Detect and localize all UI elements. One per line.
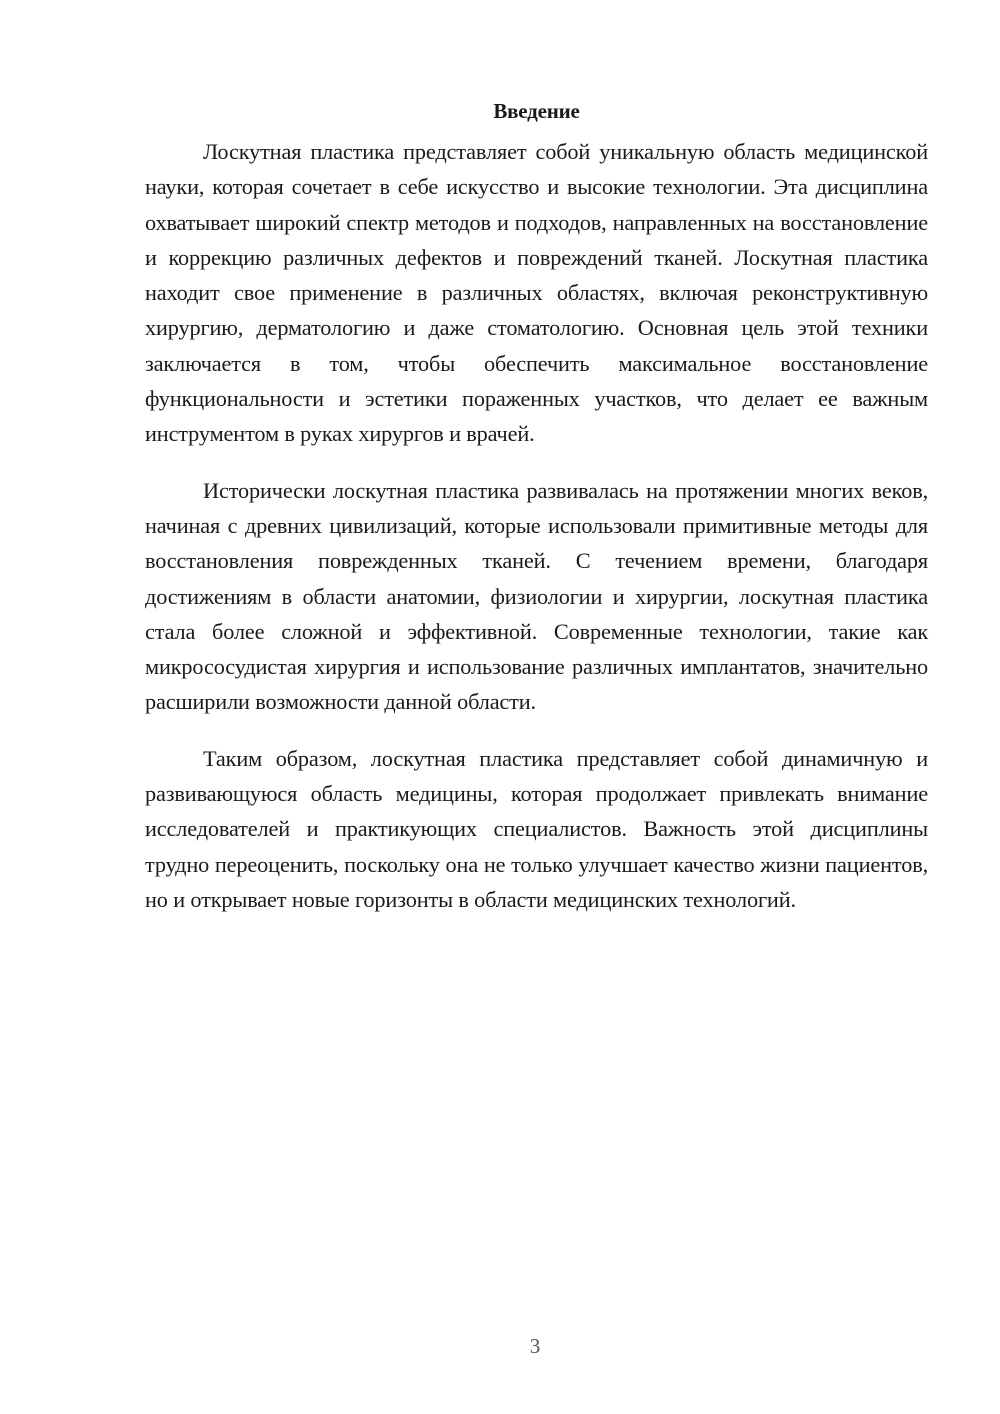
page-number: 3 (529, 1334, 541, 1358)
paragraph-1: Лоскутная пластика представляет собой уникальную область медицинской науки, которая сочетает в себе искусство и высокие технологии. Эта дисциплина охватывает широкий спектр методов и подходов, направленных на восстановление и коррекцию различных дефектов и повреждений тканей. Лоскутная пластика находит свое применение в различных областях, включая реконструктивную хирургию, дерматологию и даже стоматологию. Основная цель этой техники заключается в том, чтобы обеспечить максимальное восстановление функциональности и эстетики пораженных участков, что делает ее важным инструментом в руках хирургов и врачей. (145, 139, 928, 447)
section-title: Введение (493, 99, 580, 123)
document-page (145, 96, 928, 938)
paragraph-2: Исторически лоскутная пластика развивалась на протяжении многих веков, начиная с древних цивилизаций, которые использовали примитивные методы для восстановления поврежденных тканей. С течением времени, благодаря достижениям в области анатомии, физиологии и хирургии, лоскутная пластика стала более сложной и эффективной. Современные технологии, такие как микрососудистая хирургия и использование различных имплантатов, значительно расширили возможности данной области. (145, 477, 928, 715)
paragraph-3: Таким образом, лоскутная пластика представляет собой динамичную и развивающуюся область медицины, которая продолжает привлекать внимание исследователей и практикующих специалистов. Важность этой дисциплины трудно переоценить, поскольку она не только улучшает качество жизни пациентов, но и открывает новые горизонты в области медицинских технологий. (145, 745, 928, 912)
